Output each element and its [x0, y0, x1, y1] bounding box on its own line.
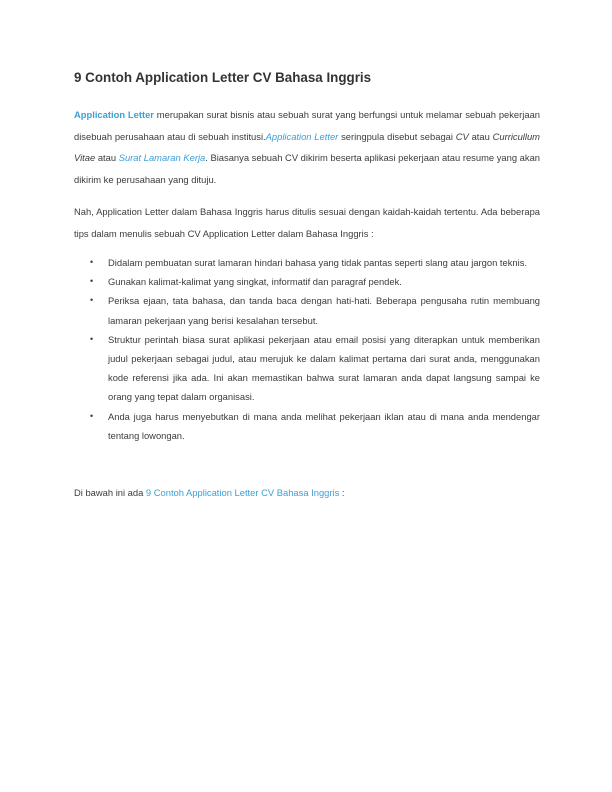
list-item [74, 253, 540, 272]
article-link[interactable]: 9 Contoh Application Letter CV Bahasa Inggris [145, 487, 340, 498]
bullet-icon: • [90, 257, 94, 267]
term-surat-lamaran-kerja: Surat Lamaran Kerja [118, 152, 206, 163]
term-cv: CV [455, 130, 469, 142]
list-item-text: Gunakan kalimat-kalimat yang singkat, informatif dan paragraf pendek. [108, 276, 402, 288]
list-item-text: Anda juga harus menyebutkan di mana anda melihat pekerjaan iklan atau di mana anda mendengar tentang lowongan. [108, 410, 540, 441]
bullet-icon: • [90, 410, 94, 421]
bullet-icon: • [90, 276, 94, 287]
page-title: 9 Contoh Application Letter CV Bahasa Inggris [74, 70, 372, 85]
list-item [74, 330, 540, 407]
list-item-text: Struktur perintah biasa surat aplikasi pekerjaan atau email posisi yang diterapkan untuk memberikan judul pekerjaan sebagai judul, atau merujuk ke dalam kalimat pertama dari surat anda, menggunakan kode referensi jika ada. Ini akan memastikan bahwa surat lamaran anda dapat langsung sampai ke orang yang tepat dalam organisasi. [108, 333, 540, 403]
intro-paragraph [74, 104, 540, 190]
bullet-icon: • [90, 295, 94, 306]
list-item [74, 291, 540, 329]
term-curricullum-vitae: Curricullum Vitae [74, 130, 540, 163]
intro-text: seringpula disebut sebagai [338, 130, 456, 142]
tips-intro-paragraph: Nah, Application Letter dalam Bahasa Inggris harus ditulis sesuai dengan kaidah-kaidah tertentu. Ada beberapa tips dalam menulis sebuah CV Application Letter dalam Bahasa Inggris : [74, 206, 540, 239]
list-item [74, 272, 540, 291]
outro-text: Di bawah ini ada [74, 487, 146, 498]
list-item-text: Periksa ejaan, tata bahasa, dan tanda baca dengan hati-hati. Beberapa pengusaha rutin membuang lamaran pekerjaan yang berisi kesalahan tersebut. [108, 295, 540, 326]
list-item-text: Didalam pembuatan surat lamaran hindari bahasa yang tidak pantas seperti slang atau jargon teknis. [108, 257, 528, 268]
intro-text: merupakan surat bisnis atau sebuah surat yang berfungsi untuk melamar sebuah pekerjaan disebuah perusahaan atau di sebuah institusi. [74, 109, 540, 142]
outro-paragraph [74, 482, 540, 504]
list-item [74, 407, 540, 445]
intro-text: atau [95, 152, 119, 163]
term-application-letter: Application Letter [74, 109, 154, 120]
intro-text: atau [468, 130, 493, 142]
outro-text: : [339, 487, 345, 498]
intro-text: . Biasanya sebuah CV dikirim beserta aplikasi pekerjaan atau resume yang akan dikirim ke perusahaan yang dituju. [74, 152, 540, 185]
bullet-icon: • [90, 333, 94, 344]
term-application-letter-italic: Application Letter [265, 130, 339, 142]
tips-list [74, 253, 540, 445]
